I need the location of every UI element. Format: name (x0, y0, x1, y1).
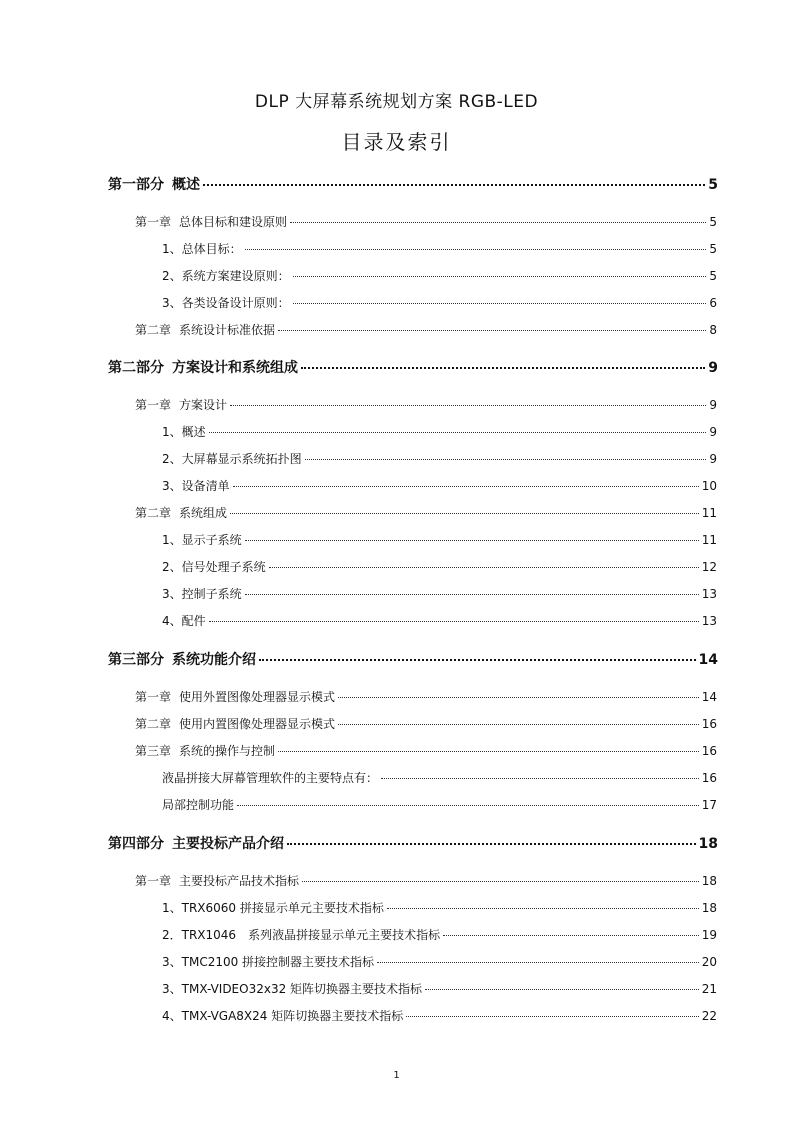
toc-page-number: 14 (698, 652, 718, 668)
toc-entry-number: 第一章 (135, 398, 172, 412)
toc-entry-text: 4、TMX-VGA8X24 矩阵切换器主要技术指标 (162, 1009, 404, 1023)
toc-entry-number: 第二部分 (108, 360, 164, 376)
toc-entry-text: 2、大屏幕显示系统拓扑图 (162, 452, 302, 466)
dot-leader (305, 459, 707, 460)
toc-page-number: 5 (708, 177, 718, 193)
dot-leader (278, 751, 699, 752)
toc-section-entry[interactable] (162, 240, 717, 257)
toc-page-number: 17 (701, 798, 717, 812)
toc-entry-number: 第一部分 (108, 177, 164, 193)
page-number: 1 (393, 1070, 400, 1081)
toc-page-number: 18 (701, 901, 717, 915)
toc-chapter-entry[interactable] (135, 321, 717, 338)
toc-entry-text: 概述 (172, 177, 200, 193)
dot-leader (259, 659, 696, 661)
document-title: DLP 大屏幕系统规划方案 RGB-LED (254, 92, 539, 112)
toc-entry-label (162, 980, 422, 997)
toc-page-number: 11 (701, 533, 717, 547)
toc-entry-label (135, 742, 275, 759)
toc-page-number: 18 (698, 836, 718, 852)
dot-leader (237, 805, 699, 806)
dot-leader (425, 989, 699, 990)
toc-entry-label (108, 649, 256, 669)
toc-part-entry[interactable] (108, 649, 718, 669)
dot-leader (278, 330, 706, 331)
toc-entry-text: 1、总体目标： (162, 242, 242, 256)
toc-section-entry[interactable] (162, 558, 717, 575)
toc-entry-label (135, 396, 227, 413)
dot-leader (245, 540, 699, 541)
toc-section-entry[interactable] (162, 477, 717, 494)
toc-entry-text: 主要投标产品介绍 (172, 836, 284, 852)
toc-page-number: 10 (701, 479, 717, 493)
dot-leader (293, 303, 707, 304)
toc-part-entry[interactable] (108, 357, 718, 377)
toc-entry-label (162, 294, 290, 311)
toc-chapter-entry[interactable] (135, 396, 717, 413)
toc-entry-label (108, 833, 284, 853)
toc-page-number: 6 (709, 296, 717, 310)
toc-entry-label (162, 1007, 403, 1024)
toc-entry-text: 2．TRX1046 系列液晶拼接显示单元主要技术指标 (162, 928, 441, 942)
toc-entry-text: 系统设计标准依据 (179, 323, 276, 337)
toc-page-number: 5 (709, 215, 717, 229)
toc-section-entry[interactable] (162, 585, 717, 602)
dot-leader (377, 962, 699, 963)
toc-entry-number: 第二章 (135, 323, 172, 337)
toc-page-number: 8 (709, 323, 717, 337)
toc-entry-text: 2、信号处理子系统 (162, 560, 266, 574)
toc-entry-text: 系统功能介绍 (172, 652, 256, 668)
toc-entry-number: 第二章 (135, 717, 172, 731)
toc-section-entry[interactable] (162, 980, 717, 997)
toc-chapter-entry[interactable] (135, 742, 717, 759)
dot-leader (302, 881, 699, 882)
toc-section-entry[interactable] (162, 796, 717, 813)
toc-entry-text: 1、显示子系统 (162, 533, 242, 547)
toc-section-entry[interactable] (162, 953, 717, 970)
toc-entry-text: 系统的操作与控制 (179, 744, 276, 758)
toc-page-number: 11 (701, 506, 717, 520)
toc-entry-label (162, 899, 384, 916)
toc-entry-label (162, 477, 230, 494)
toc-heading: 目录及索引 (341, 130, 452, 154)
toc-page-number: 20 (701, 955, 717, 969)
dot-leader (209, 621, 699, 622)
dot-leader (290, 222, 706, 223)
toc-entry-text: 液晶拼接大屏幕管理软件的主要特点有： (162, 771, 379, 785)
toc-entry-label (108, 174, 200, 194)
toc-page-number: 13 (701, 614, 717, 628)
dot-leader (387, 908, 699, 909)
toc-chapter-entry[interactable] (135, 213, 717, 230)
toc-entry-text: 主要投标产品技术指标 (179, 874, 300, 888)
dot-leader (245, 594, 699, 595)
dot-leader (293, 276, 707, 277)
dot-leader (301, 367, 705, 369)
toc-page-number: 9 (708, 360, 718, 376)
toc-entry-label (135, 504, 227, 521)
dot-leader (245, 249, 707, 250)
dot-leader (230, 513, 699, 514)
toc-entry-text: 1、TRX6060 拼接显示单元主要技术指标 (162, 901, 384, 915)
toc-entry-label (135, 872, 299, 889)
toc-entry-label (162, 450, 302, 467)
toc-entry-number: 第四部分 (108, 836, 164, 852)
toc-entry-text: 3、控制子系统 (162, 587, 242, 601)
toc-page-number: 19 (701, 928, 717, 942)
dot-leader (230, 405, 706, 406)
toc-chapter-entry[interactable] (135, 688, 717, 705)
toc-entry-text: 3、TMC2100 拼接控制器主要技术指标 (162, 955, 375, 969)
toc-page-number: 22 (701, 1009, 717, 1023)
toc-entry-text: 使用外置图像处理器显示模式 (179, 690, 336, 704)
toc-entry-number: 第一章 (135, 874, 172, 888)
toc-entry-text: 方案设计和系统组成 (172, 360, 298, 376)
toc-page-number: 14 (701, 690, 717, 704)
toc-entry-label (108, 357, 298, 377)
toc-entry-label (135, 688, 335, 705)
toc-entry-number: 第三部分 (108, 652, 164, 668)
dot-leader (233, 486, 699, 487)
toc-entry-text: 方案设计 (179, 398, 228, 412)
toc-chapter-entry[interactable] (135, 504, 717, 521)
toc-entry-text: 1、概述 (162, 425, 206, 439)
toc-entry-text: 4、配件 (162, 614, 206, 628)
toc-entry-number: 第三章 (135, 744, 172, 758)
toc-section-entry[interactable] (162, 1007, 717, 1024)
dot-leader (406, 1016, 698, 1017)
toc-entry-label (162, 267, 290, 284)
toc-entry-label (162, 926, 440, 943)
toc-entry-label (135, 715, 335, 732)
toc-entry-text: 局部控制功能 (162, 798, 235, 812)
toc-entry-label (162, 612, 206, 629)
dot-leader (269, 567, 699, 568)
toc-part-entry[interactable] (108, 833, 718, 853)
toc-chapter-entry[interactable] (135, 715, 717, 732)
toc-section-entry[interactable] (162, 769, 717, 786)
dot-leader (338, 697, 699, 698)
toc-section-entry[interactable] (162, 294, 717, 311)
toc-entry-number: 第一章 (135, 215, 172, 229)
dot-leader (203, 184, 705, 186)
toc-section-entry[interactable] (162, 612, 717, 629)
toc-entry-text: 使用内置图像处理器显示模式 (179, 717, 336, 731)
toc-entry-number: 第二章 (135, 506, 172, 520)
toc-entry-text: 2、系统方案建设原则： (162, 269, 290, 283)
toc-page-number: 9 (709, 452, 717, 466)
toc-section-entry[interactable] (162, 899, 717, 916)
toc-page-number: 16 (701, 771, 717, 785)
dot-leader (443, 935, 699, 936)
toc-section-entry[interactable] (162, 267, 717, 284)
toc-entry-label (162, 796, 234, 813)
toc-page-number: 9 (709, 398, 717, 412)
toc-entry-text: 3、设备清单 (162, 479, 230, 493)
dot-leader (209, 432, 707, 433)
toc-page-number: 18 (701, 874, 717, 888)
toc-page-number: 13 (701, 587, 717, 601)
toc-entry-label (162, 423, 206, 440)
toc-entry-label (135, 321, 275, 338)
toc-page-number: 21 (701, 982, 717, 996)
dot-leader (287, 843, 696, 845)
toc-page-number: 16 (701, 744, 717, 758)
toc-page-number: 5 (709, 269, 717, 283)
toc-page-number: 12 (701, 560, 717, 574)
toc-page-number: 16 (701, 717, 717, 731)
toc-chapter-entry[interactable] (135, 872, 717, 889)
toc-entry-text: 3、各类设备设计原则： (162, 296, 290, 310)
toc-entry-text: 3、TMX-VIDEO32x32 矩阵切换器主要技术指标 (162, 982, 423, 996)
toc-page-number: 9 (709, 425, 717, 439)
dot-leader (338, 724, 699, 725)
toc-entry-text: 总体目标和建设原则 (179, 215, 288, 229)
toc-entry-label (162, 558, 266, 575)
toc-section-entry[interactable] (162, 531, 717, 548)
toc-section-entry[interactable] (162, 926, 717, 943)
toc-entry-label (162, 769, 378, 786)
toc-entry-label (162, 531, 242, 548)
toc-section-entry[interactable] (162, 423, 717, 440)
toc-entry-number: 第一章 (135, 690, 172, 704)
toc-entry-label (135, 213, 287, 230)
dot-leader (381, 778, 699, 779)
toc-page-number: 5 (709, 242, 717, 256)
toc-entry-label (162, 953, 374, 970)
toc-section-entry[interactable] (162, 450, 717, 467)
toc-entry-label (162, 585, 242, 602)
toc-entry-text: 系统组成 (179, 506, 228, 520)
toc-part-entry[interactable] (108, 174, 718, 194)
toc-entry-label (162, 240, 242, 257)
